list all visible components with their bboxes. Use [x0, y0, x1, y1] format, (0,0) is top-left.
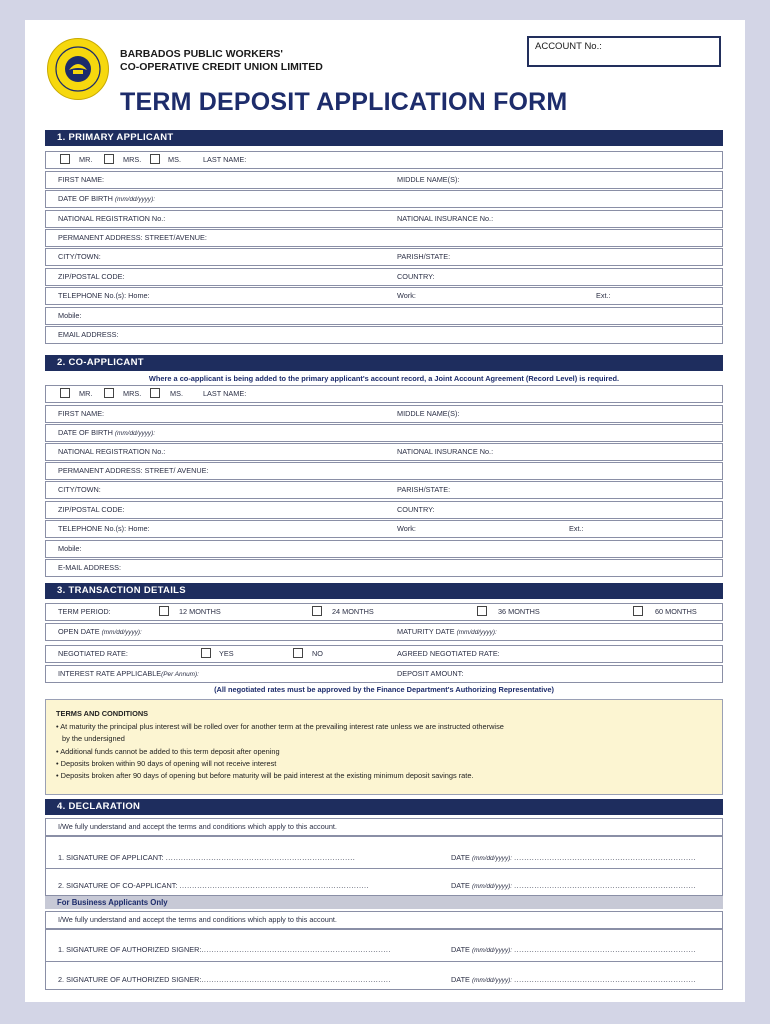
- co-country-field[interactable]: COUNTRY:: [397, 505, 435, 514]
- co-mrs-checkbox[interactable]: [104, 388, 114, 398]
- applicant-signature-field[interactable]: [58, 850, 355, 866]
- form-page: [25, 20, 745, 1002]
- negotiated-rate-row: [45, 645, 723, 663]
- applicant-date-field[interactable]: [451, 850, 696, 867]
- interest-rate-format: (Per Annum):: [161, 671, 199, 678]
- terms-item: • Deposits broken after 90 days of opening but before maturity will be paid interest at the existing minimum deposit savings rate.: [56, 771, 474, 781]
- co-mrs-label: MRS.: [123, 389, 142, 398]
- dates-row: [45, 623, 723, 641]
- primary-mr-checkbox[interactable]: [60, 154, 70, 164]
- primary-address-field[interactable]: PERMANENT ADDRESS: STREET/AVENUE:: [58, 233, 207, 242]
- co-ext-field[interactable]: Ext.:: [569, 524, 584, 533]
- declaration-statement-row: [45, 818, 723, 836]
- signature-line: ...........................................................................: [201, 945, 391, 954]
- terms-item: • Deposits broken within 90 days of opening will not receive interest: [56, 758, 277, 768]
- business-applicants-banner: For Business Applicants Only: [45, 896, 723, 909]
- primary-parish-field[interactable]: PARISH/STATE:: [397, 252, 451, 261]
- primary-dob-label: DATE OF BIRTH: [58, 194, 113, 203]
- co-applicant-date-field[interactable]: [451, 878, 696, 895]
- section-transaction-details: 3. TRANSACTION DETAILS: [45, 583, 723, 599]
- authorized-signer2-row: [45, 962, 723, 990]
- primary-city-field[interactable]: CITY/TOWN:: [58, 252, 101, 261]
- date-label: DATE: [451, 881, 470, 890]
- primary-name-row: [45, 171, 723, 189]
- co-phone-row: [45, 520, 723, 538]
- co-dob-format: (mm/dd/yyyy):: [114, 430, 156, 437]
- term-36-months-label: 36 MONTHS: [498, 607, 540, 616]
- co-applicant-signature-label: 2. SIGNATURE OF CO-APPLICANT:: [58, 881, 178, 890]
- primary-national-insurance-field[interactable]: NATIONAL INSURANCE No.:: [397, 214, 494, 223]
- open-date-field[interactable]: [58, 624, 142, 641]
- term-60-months-label: 60 MONTHS: [655, 607, 697, 616]
- co-email-row: [45, 559, 723, 577]
- co-city-row: [45, 481, 723, 499]
- date-format: (mm/dd/yyyy):: [471, 855, 513, 862]
- co-email-field[interactable]: E-MAIL ADDRESS:: [58, 563, 121, 572]
- date-line: ........................................................................: [514, 975, 697, 984]
- negotiated-rate-label: NEGOTIATED RATE:: [58, 649, 128, 658]
- term-12-months-label: 12 MONTHS: [179, 607, 221, 616]
- negotiated-no-label: NO: [312, 649, 323, 658]
- term-12-months-checkbox[interactable]: [159, 606, 169, 616]
- deposit-amount-field[interactable]: DEPOSIT AMOUNT:: [397, 669, 464, 678]
- signature-line: ...........................................................................: [165, 853, 356, 862]
- negotiated-yes-checkbox[interactable]: [201, 648, 211, 658]
- negotiated-rates-note: (All negotiated rates must be approved by the Finance Department's Authorizing Representative): [214, 685, 554, 694]
- co-national-registration-field[interactable]: NATIONAL REGISTRATION No.:: [58, 447, 166, 456]
- authorized-signer2-date-field[interactable]: [451, 972, 696, 989]
- co-dob-field[interactable]: [58, 425, 155, 442]
- co-national-insurance-field[interactable]: NATIONAL INSURANCE No.:: [397, 447, 494, 456]
- primary-email-field[interactable]: EMAIL ADDRESS:: [58, 330, 119, 339]
- primary-email-row: [45, 326, 723, 344]
- maturity-date-field[interactable]: [397, 624, 497, 641]
- authorized-signer2-label: 2. SIGNATURE OF AUTHORIZED SIGNER:: [58, 975, 202, 984]
- section-co-applicant: 2. CO-APPLICANT: [45, 355, 723, 371]
- co-zip-field[interactable]: ZIP/POSTAL CODE:: [58, 505, 125, 514]
- co-last-name-field[interactable]: LAST NAME:: [203, 389, 247, 398]
- co-title-row: [45, 385, 723, 403]
- co-applicant-signature-row: [45, 869, 723, 896]
- primary-last-name-field[interactable]: LAST NAME:: [203, 155, 247, 164]
- co-first-name-field[interactable]: FIRST NAME:: [58, 409, 105, 418]
- primary-id-row: [45, 210, 723, 228]
- primary-mobile-row: [45, 307, 723, 325]
- date-label: DATE: [451, 853, 470, 862]
- primary-first-name-field[interactable]: FIRST NAME:: [58, 175, 105, 184]
- date-line: ........................................................................: [514, 853, 697, 862]
- primary-mrs-checkbox[interactable]: [104, 154, 114, 164]
- terms-and-conditions-box: [45, 699, 723, 795]
- org-name-line2: CO-OPERATIVE CREDIT UNION LIMITED: [120, 61, 323, 73]
- co-address-row: [45, 462, 723, 480]
- primary-city-row: [45, 248, 723, 266]
- primary-mr-label: MR.: [79, 155, 93, 164]
- org-name-line1: BARBADOS PUBLIC WORKERS': [120, 48, 283, 60]
- primary-zip-row: [45, 268, 723, 286]
- primary-work-phone-field[interactable]: Work:: [397, 291, 416, 300]
- co-id-row: [45, 443, 723, 461]
- co-middle-names-field[interactable]: MIDDLE NAME(S):: [397, 409, 460, 418]
- primary-middle-names-field[interactable]: MIDDLE NAME(S):: [397, 175, 460, 184]
- credit-union-logo: [47, 38, 109, 100]
- authorized-signer1-field[interactable]: [58, 942, 391, 958]
- date-label: DATE: [451, 945, 470, 954]
- co-mobile-field[interactable]: Mobile:: [58, 544, 82, 553]
- term-36-months-checkbox[interactable]: [477, 606, 487, 616]
- date-format: (mm/dd/yyyy):: [471, 883, 513, 890]
- co-ms-label: MS.: [170, 389, 183, 398]
- primary-home-phone-field[interactable]: TELEPHONE No.(s): Home:: [58, 291, 150, 300]
- open-date-format: (mm/dd/yyyy):: [101, 629, 142, 636]
- organization-name: [120, 48, 323, 74]
- section-primary-applicant: 1. PRIMARY APPLICANT: [45, 130, 723, 146]
- primary-mrs-label: MRS.: [123, 155, 142, 164]
- co-dob-label: DATE OF BIRTH: [58, 428, 113, 437]
- co-mobile-row: [45, 540, 723, 558]
- primary-title-row: [45, 151, 723, 169]
- interest-rate-row: [45, 665, 723, 683]
- co-zip-row: [45, 501, 723, 519]
- primary-zip-field[interactable]: ZIP/POSTAL CODE:: [58, 272, 125, 281]
- negotiated-no-checkbox[interactable]: [293, 648, 303, 658]
- co-dob-row: [45, 424, 723, 442]
- account-number-label: ACCOUNT No.:: [535, 41, 602, 52]
- term-period-row: [45, 603, 723, 621]
- co-ms-checkbox[interactable]: [150, 388, 160, 398]
- co-mr-label: MR.: [79, 389, 93, 398]
- co-home-phone-field[interactable]: TELEPHONE No.(s): Home:: [58, 524, 150, 533]
- date-format: (mm/dd/yyyy):: [471, 947, 513, 954]
- co-applicant-signature-field[interactable]: [58, 878, 369, 894]
- date-label: DATE: [451, 975, 470, 984]
- authorized-signer1-row: [45, 929, 723, 962]
- term-24-months-checkbox[interactable]: [312, 606, 322, 616]
- primary-mobile-field[interactable]: Mobile:: [58, 311, 82, 320]
- primary-dob-row: [45, 190, 723, 208]
- terms-heading: TERMS AND CONDITIONS: [56, 709, 149, 718]
- primary-phone-row: [45, 287, 723, 305]
- primary-dob-field[interactable]: [58, 191, 155, 208]
- co-address-field[interactable]: PERMANENT ADDRESS: STREET/ AVENUE:: [58, 466, 209, 475]
- business-declaration-statement: I/We fully understand and accept the terms and conditions which apply to this account.: [58, 915, 337, 924]
- primary-address-row: [45, 229, 723, 247]
- co-applicant-note: Where a co-applicant is being added to the primary applicant's account record, a Joint Account Agreement (Record Level) is required.: [148, 374, 620, 383]
- primary-ext-field[interactable]: Ext.:: [596, 291, 611, 300]
- authorized-signer1-date-field[interactable]: [451, 942, 696, 959]
- agreed-negotiated-rate-field[interactable]: AGREED NEGOTIATED RATE:: [397, 649, 500, 658]
- declaration-statement: I/We fully understand and accept the terms and conditions which apply to this account.: [58, 822, 337, 831]
- applicant-signature-label: 1. SIGNATURE OF APPLICANT:: [58, 853, 164, 862]
- co-name-row: [45, 405, 723, 423]
- primary-country-field[interactable]: COUNTRY:: [397, 272, 435, 281]
- primary-ms-checkbox[interactable]: [150, 154, 160, 164]
- primary-ms-label: MS.: [168, 155, 181, 164]
- applicant-signature-row: [45, 836, 723, 869]
- maturity-date-label: MATURITY DATE: [397, 627, 455, 636]
- co-work-phone-field[interactable]: Work:: [397, 524, 416, 533]
- terms-item: • Additional funds cannot be added to this term deposit after opening: [56, 746, 280, 756]
- term-period-label: TERM PERIOD:: [58, 607, 111, 616]
- date-format: (mm/dd/yyyy):: [471, 977, 513, 984]
- date-line: ........................................................................: [514, 881, 697, 890]
- signature-line: ...........................................................................: [179, 881, 370, 890]
- date-line: ........................................................................: [514, 945, 697, 954]
- maturity-date-format: (mm/dd/yyyy):: [456, 629, 497, 636]
- co-city-field[interactable]: CITY/TOWN:: [58, 485, 101, 494]
- form-title: TERM DEPOSIT APPLICATION FORM: [120, 88, 568, 116]
- primary-national-registration-field[interactable]: NATIONAL REGISTRATION No.:: [58, 214, 166, 223]
- term-24-months-label: 24 MONTHS: [332, 607, 374, 616]
- negotiated-yes-label: YES: [219, 649, 234, 658]
- authorized-signer1-label: 1. SIGNATURE OF AUTHORIZED SIGNER:: [58, 945, 202, 954]
- terms-item: • At maturity the principal plus interest will be rolled over for another term at the prevailing interest rate unless we are instructed otherwise: [56, 722, 504, 732]
- section-declaration: 4. DECLARATION: [45, 799, 723, 815]
- primary-dob-format: (mm/dd/yyyy):: [114, 196, 156, 203]
- interest-rate-label: INTEREST RATE APPLICABLE: [58, 669, 162, 678]
- co-mr-checkbox[interactable]: [60, 388, 70, 398]
- authorized-signer2-field[interactable]: [58, 972, 391, 988]
- term-60-months-checkbox[interactable]: [633, 606, 643, 616]
- open-date-label: OPEN DATE: [58, 627, 100, 636]
- account-number-field[interactable]: [527, 36, 721, 67]
- business-statement-row: [45, 911, 723, 929]
- interest-rate-field[interactable]: [58, 666, 199, 683]
- co-parish-field[interactable]: PARISH/STATE:: [397, 485, 451, 494]
- terms-item: by the undersigned: [62, 734, 125, 744]
- signature-line: ...........................................................................: [201, 975, 391, 984]
